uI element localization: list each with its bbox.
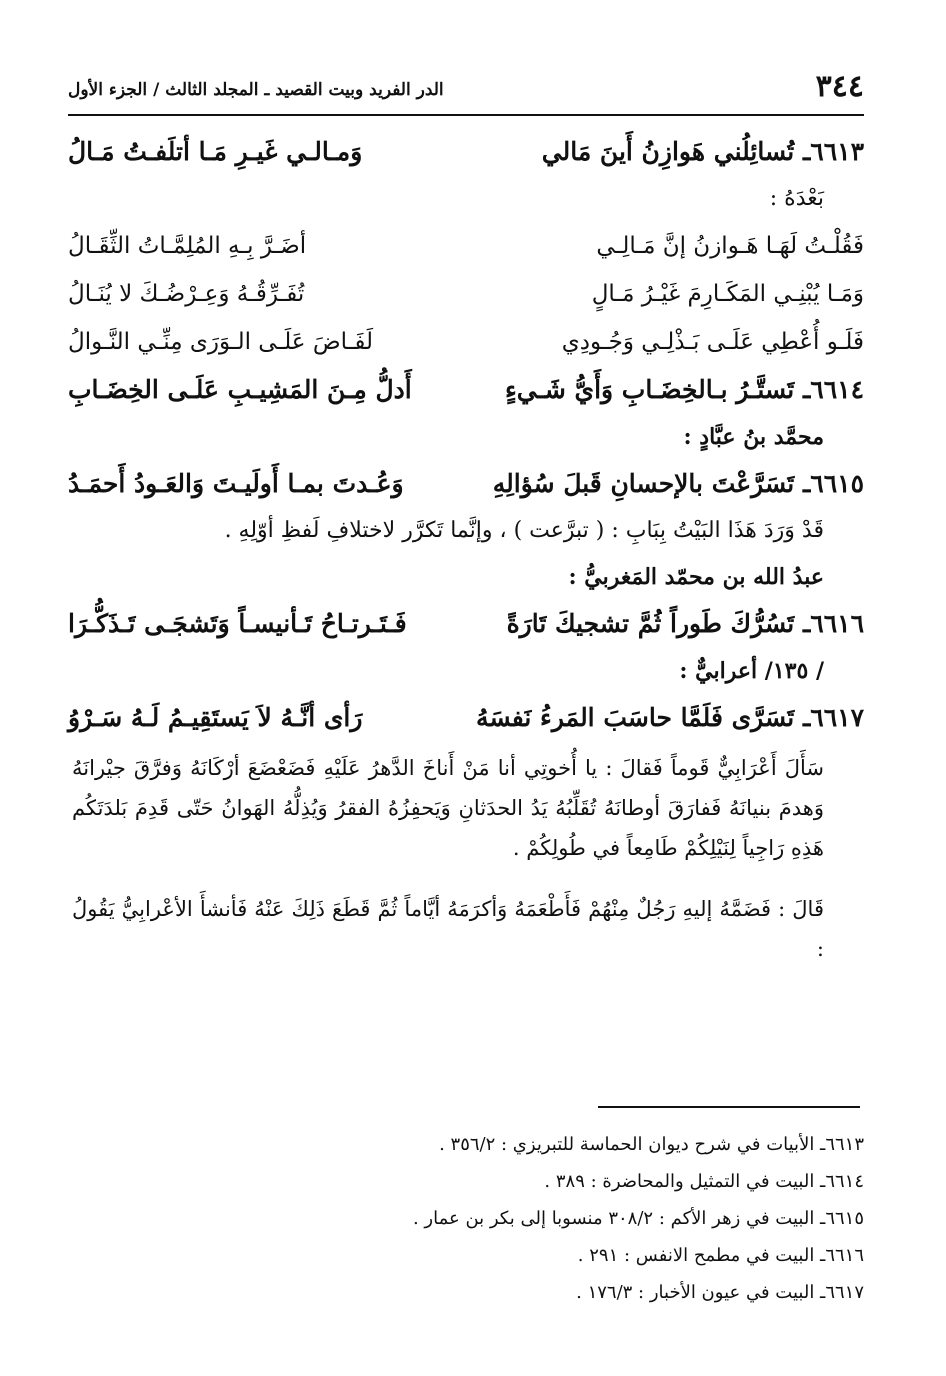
verse-6617 [68, 694, 864, 742]
header-rule [68, 114, 864, 116]
verse-first-hemistich: فَقُلْـتُ لَهَـا هَـوازنُ إنَّ مَـالِـي [596, 233, 864, 259]
verse-first-hemistich: ٦٦١٧ـ تَسَرَّى فَلَمَّا حاسَبَ المَرءُ نَفسَهُ [476, 703, 864, 732]
label-after: بَعْدَهُ : [769, 186, 824, 211]
footnote-rule [598, 1106, 860, 1108]
verse-first-hemistich: ٦٦١٥ـ تَسَرَّعْتَ بالإحسانِ قَبلَ سُؤالِهِ [492, 469, 864, 498]
verse-number: ٦٦١٦ـ [802, 609, 864, 638]
page-header [68, 58, 864, 104]
verse-line [68, 270, 864, 318]
poet-attribution: محمَّد بنُ عبَّادٍ : [683, 424, 824, 450]
running-title: الدر الفريد وبيت القصيد ـ المجلد الثالث / الجزء الأول [68, 80, 444, 100]
footnote: ٦٦١٦ـ البيت في مطمح الانفس : ٢٩١ . [577, 1245, 864, 1266]
verse-first-hemistich: وَمَـا يُبْنِـي المَكَـارِمَ غَيْـرُ مَـالٍ [591, 281, 864, 307]
footnotes [68, 1126, 864, 1311]
verse-second-hemistich: أضَـرَّ بِـهِ المُلِمَّـاتُ الثِّقَـالُ [68, 233, 307, 259]
prose-paragraph: قَالَ : فَضَمَّهُ إليهِ رَجُلٌ مِنْهُمْ فَأَطْعَمَهُ وَأكرَمَهُ أيَّاماً ثُمَّ قَطَعَ ذَلِكَ عَنْهُ فَأنشأَ الأعْرابِيُّ يَقُولُ : [72, 897, 824, 961]
verse-first-hemistich: فَلَـو أُعْطِي عَلَـى بَـذْلِـي وَجُـودِي [561, 329, 864, 355]
verse-second-hemistich: لَفَـاضَ عَلَـى الـوَرَى مِنِّـي النَّـوالُ [68, 329, 374, 355]
verse-first-hemistich: ٦٦١٣ـ تُسائِلُني هَوازِنُ أَينَ مَالي [541, 137, 864, 166]
verse-second-hemistich: أَدلُّ مِـنَ المَشِيـبِ عَلَـى الخِضَـابِ [68, 375, 412, 404]
verse-second-hemistich: فَـتَـرتـاحُ تَـأنيسـاً وَتَشجَـى تَـذَكُّـرَا [68, 609, 407, 638]
poet-attribution: عبدُ الله بن محمّد المَغربيُّ : [568, 564, 824, 590]
verse-number: ٦٦١٤ـ [802, 375, 864, 404]
verse-second-hemistich: رَأى أنَّـهُ لاَ يَستَقِيـمُ لَـهُ سَـرْوُ [68, 703, 363, 732]
verse-number: ٦٦١٥ـ [802, 469, 864, 498]
page-body [68, 128, 864, 990]
verse-6616 [68, 600, 864, 648]
footnote: ٦٦١٧ـ البيت في عيون الأخبار : ١٧٦/٣ . [576, 1282, 864, 1303]
page-number: ٣٤٤ [815, 69, 864, 104]
verse-second-hemistich: تُفَـرِّقُـهُ وَعِـرْضُـكَ لا يُنَـالُ [68, 281, 305, 307]
verse-line [68, 222, 864, 270]
footnote: ٦٦١٣ـ الأبيات في شرح ديوان الحماسة للتبريزي : ٣٥٦/٢ . [439, 1134, 864, 1155]
verse-second-hemistich: وَعُـدتَ بمـا أَولَيـتَ وَالعَـودُ أَحمَـدُ [68, 469, 404, 498]
verse-6614 [68, 366, 864, 414]
verse-number: ٦٦١٧ـ [802, 703, 864, 732]
verse-first-hemistich: ٦٦١٤ـ تَستَّـرُ بـالخِضَـابِ وَأَيُّ شَـيءٍ [504, 375, 864, 404]
verse-first-hemistich: ٦٦١٦ـ تَسُرُّكَ طَوراً ثُمَّ تشجيكَ تَارَةً [506, 609, 864, 638]
poet-attribution: / ١٣٥/ أعرابيٌّ : [679, 658, 824, 684]
prose-paragraph: سَأَلَ أَعْرَابِيٌّ قَوماً فَقالَ : يا أُخوتِي أنا مَنْ أَناخَ الدَّهرُ عَلَيْهِ فَضَعْضَعَ أرْكَانَهُ وَفرَّقَ جيْرانَهُ وَهدمَ بنيانَهُ فَفارَقَ أوطانَهُ تُقَلِّبُهُ يَدُ الحدَثانِ وَيَحفِزُهُ الفقرُ وَيُذِلُّهُ الهَوانُ حَتّى قَدِمَ بَلدَتَكُم هَذِهِ رَاجِياً لِنَيْلِكُمْ طَامِعاً في طُولِكُمْ . [72, 756, 824, 860]
editorial-note: قَدْ وَرَدَ هَذَا البَيْتُ بِبَابِ : ( تبرَّعت ) ، وإنَّما تَكرَّر لاختلافِ لَفظِ أوّلِهِ . [224, 518, 824, 543]
verse-line [68, 318, 864, 366]
verse-second-hemistich: وَمـالـي غَيـرِ مَـا أتلَفـتُ مَـالُ [68, 137, 363, 166]
footnote: ٦٦١٤ـ البيت في التمثيل والمحاضرة : ٣٨٩ . [544, 1171, 864, 1192]
verse-number: ٦٦١٣ـ [802, 137, 864, 166]
verse-6613 [68, 128, 864, 176]
footnote: ٦٦١٥ـ البيت في زهر الأكم : ٣٠٨/٢ منسوبا إلى بكر بن عمار . [412, 1208, 864, 1229]
verse-6615 [68, 460, 864, 508]
